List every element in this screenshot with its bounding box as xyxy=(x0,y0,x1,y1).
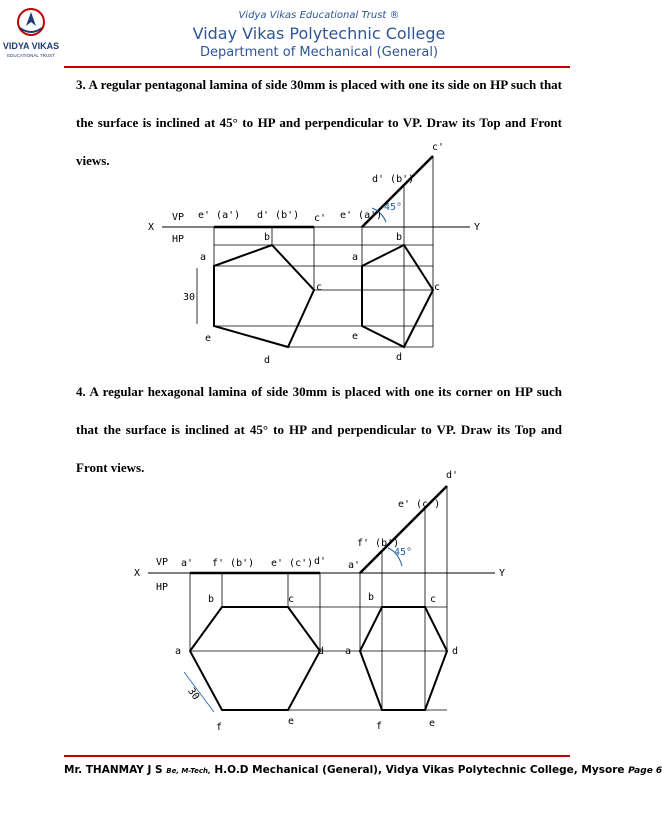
angle-label: 45° xyxy=(384,202,403,213)
tv1-d: d xyxy=(318,646,325,657)
footer-role: H.O.D Mechanical (General), Vidya Vikas Polytechnic College, Mysore xyxy=(214,764,625,776)
tv1-e: e xyxy=(288,716,295,727)
y-label: Y xyxy=(474,222,481,233)
fv2-label-c: c' xyxy=(432,142,445,153)
fv1-label-db: d' (b') xyxy=(257,210,300,221)
footer-qualification: Be, M-Tech, xyxy=(166,767,211,775)
top-view-1-pentagon xyxy=(214,245,314,347)
fv1-label-ec: e' (c') xyxy=(271,558,314,569)
fv2-label-a: a' xyxy=(348,560,361,571)
dimension-label: 30 xyxy=(185,686,202,703)
footer-author: Mr. THANMAY J S xyxy=(64,764,163,776)
fv1-label-fb: f' (b') xyxy=(212,558,255,569)
tv2-b: b xyxy=(368,592,375,603)
tv2-e: e xyxy=(352,331,359,342)
fv1-label-c: c' xyxy=(314,213,327,224)
tv1-c: c xyxy=(288,594,295,605)
tv1-a: a xyxy=(175,646,182,657)
tv2-d: d xyxy=(396,352,403,363)
tv2-c: c xyxy=(430,594,437,605)
footer xyxy=(64,764,662,776)
logo-subtext: EDUCATIONAL TRUST xyxy=(7,53,55,58)
fv2-label-db: d' (b') xyxy=(372,174,415,185)
fv1-label-d: d' xyxy=(314,556,327,567)
trust-name: Vidya Vikas Educational Trust ® xyxy=(238,10,400,21)
footer-rule xyxy=(64,755,570,757)
tv2-b: b xyxy=(396,232,403,243)
pentagon-drawing xyxy=(0,140,638,375)
tv2-e: e xyxy=(429,718,436,729)
fv1-label-ea: e' (a') xyxy=(198,210,241,221)
question-3: 3. A regular pentagonal lamina of side 30mm is placed with one its side on HP such that the surface is inclined at 45° to HP and perpendicular to VP. Draw its Top and Front views. xyxy=(76,77,562,168)
top-view-1-hexagon xyxy=(190,607,320,710)
tv1-d: d xyxy=(264,355,271,366)
dimension-label: 30 xyxy=(183,292,196,303)
tv1-c: c xyxy=(316,282,323,293)
logo-text: VIDYA VIKAS xyxy=(2,41,60,51)
question-4: 4. A regular hexagonal lamina of side 30mm is placed with one its corner on HP such that the surface is inclined at 45° to HP and perpendicular to VP. Draw its Top and Front views. xyxy=(76,384,562,475)
tv2-c: c xyxy=(434,282,441,293)
vp-label: VP xyxy=(156,557,169,568)
hp-label: HP xyxy=(172,234,185,245)
tv2-d: d xyxy=(452,646,459,657)
page-number: Page 6 xyxy=(628,766,662,776)
fv2-label-d: d' xyxy=(446,470,459,481)
fv2-label-fb: f' (b') xyxy=(357,538,400,549)
vp-label: VP xyxy=(172,212,185,223)
angle-label: 45° xyxy=(394,547,413,558)
department-name: Department of Mechanical (General) xyxy=(199,45,439,60)
fv1-label-a: a' xyxy=(181,558,194,569)
x-label: X xyxy=(148,222,155,233)
fv2-label-ea: e' (a') xyxy=(340,210,383,221)
y-label: Y xyxy=(499,568,506,579)
tv1-b: b xyxy=(264,232,271,243)
tv2-a: a xyxy=(345,646,352,657)
x-label: X xyxy=(134,568,141,579)
hp-label: HP xyxy=(156,582,169,593)
tv2-a: a xyxy=(352,252,359,263)
hexagon-drawing xyxy=(0,465,638,745)
tv1-a: a xyxy=(200,252,207,263)
college-name: Viday Vikas Polytechnic College xyxy=(192,24,446,43)
tv2-f: f xyxy=(376,721,383,732)
tv1-f: f xyxy=(216,722,223,733)
top-view-2-shape xyxy=(360,607,447,710)
fv2-label-ec: e' (c') xyxy=(398,499,441,510)
tv1-b: b xyxy=(208,594,215,605)
top-view-2-shape xyxy=(362,245,433,347)
tv1-e: e xyxy=(205,333,212,344)
